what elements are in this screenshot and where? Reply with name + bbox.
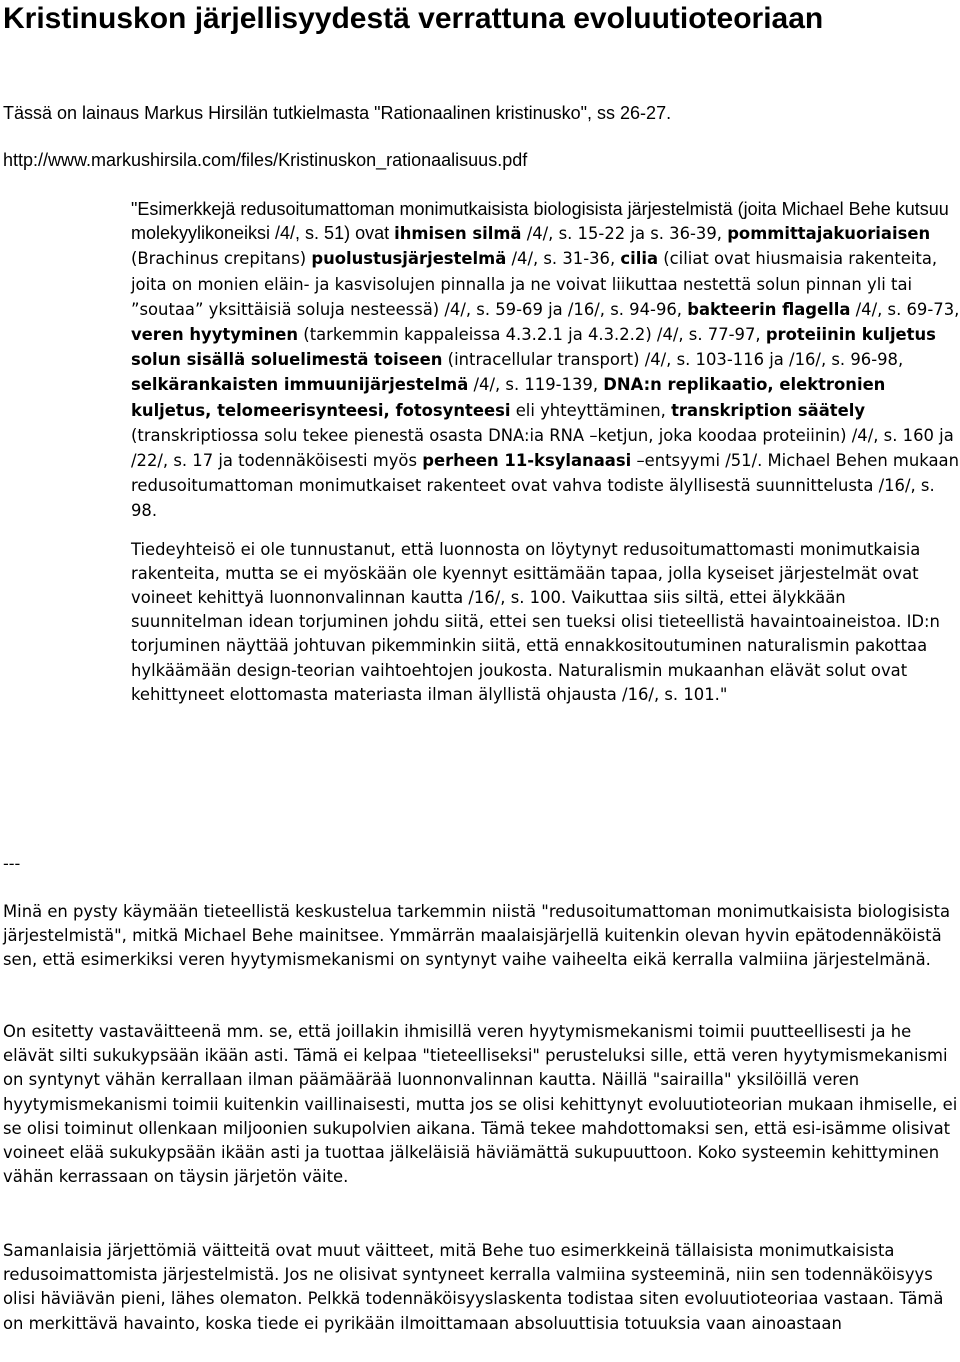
source-link-line: [3, 148, 953, 172]
quote-text: "Esimerkkejä redusoitumattoman monimutkaisista biologisista järjestelmistä (joita Michael Behe kutsuu molekyylikoneiksi /4/, s. 51) ovat: [131, 199, 949, 244]
quote-highlight: pommittajakuoriaisen: [727, 224, 931, 244]
source-link[interactable]: http://www.markushirsila.com/files/Kristinuskon_rationaalisuus.pdf: [3, 150, 528, 170]
quote-text: (tarkemmin kappaleissa 4.3.2.1 ja 4.3.2.2) /4/, s. 77-97,: [298, 325, 766, 345]
quote-text: /4/, s. 69-73,: [850, 299, 960, 319]
quote-highlight: selkärankaisten immuunijärjestelmä: [131, 375, 469, 395]
quote-highlight: cilia: [620, 249, 659, 269]
quote-text: eli yhteyttäminen,: [510, 400, 672, 420]
quote-highlight: DNA:n replikaatio, elektronien kuljetus, telomeerisynteesi, fotosynteesi: [131, 375, 886, 420]
quote-highlight: transkription säätely: [671, 400, 866, 420]
page-title: Kristinuskon järjellisyydestä verrattuna evoluutioteoriaan: [3, 2, 824, 35]
quote-highlight: bakteerin flagella: [687, 299, 851, 319]
quote-text: (ciliat ovat hiusmaisia rakenteita, joita on monien eläin- ja kasvisolujen pinnalla ja ne voivat liikuttaa nestettä solun pinnan yli tai ”soutaa” yksittäisiä soluja nesteessä) /4/, s. 59-69 ja /16/, s. 94-96,: [131, 249, 938, 319]
quote-text: (intracellular transport) /4/, s. 103-116 ja /16/, s. 96-98,: [442, 350, 904, 370]
body-paragraph-1: Minä en pysty käymään tieteellistä keskustelua tarkemmin niistä "redusoitumattoman monimutkaisista biologisista järjestelmistä", mitkä Michael Behe mainitsee. Ymmärrän maalaisjärjellä kuitenkin olevan hyvin epätodennäköistä sen, että esimerkiksi veren hyytymismekanismi on syntynyt vaihe vaiheelta eikä kerralla valmiina järjestelmänä.: [3, 902, 950, 970]
quote-text: /4/, s. 119-139,: [468, 375, 604, 395]
quote-text: (transkriptiossa solu tekee pienestä osasta DNA:ia RNA –ketjun, joka koodaa proteiinin) /4/, s. 160 ja /22/, s. 17 ja todennäköisesti myös: [131, 425, 954, 471]
quote-highlight: veren hyytyminen: [131, 325, 299, 345]
quote-paragraph-1: [131, 197, 960, 524]
quote-text: (Brachinus crepitans): [131, 249, 312, 269]
blockquote: [131, 197, 960, 707]
body-paragraph-3: Samanlaisia järjettömiä väitteitä ovat muut väitteet, mitä Behe tuo esimerkkeinä tällaisista monimutkaisista redusoimattomista järjestelmistä. Jos ne olisivat syntyneet kerralla valmiina systeeminä, niin sen todennäköisyys olisi häviävän pieni, lähes olematon. Pelkkä todennäköisyyslaskenta todistaa siten evoluutioteoriaa vastaan. Tämä on merkittävä havainto, koska tiede ei pyrikään ilmoittamaan absoluuttisia totuuksia vaan ainoastaan: [3, 1241, 944, 1333]
quote-text: /4/, s. 31-36,: [506, 249, 621, 269]
quote-highlight: ihmisen silmä: [394, 224, 522, 244]
quote-paragraph-2: Tiedeyhteisö ei ole tunnustanut, että luonnosta on löytynyt redusoitumattomasti monimutkaisia rakenteita, mutta se ei myöskään ole kyennyt esittämään tapaa, jolla kyseiset järjestelmät ovat voineet kehittyä luonnonvalinnan kautta /16/, s. 100. Vaikuttaa siis siltä, ettei älykkään suunnitelman idean torjuminen johdu siitä, ettei sen tueksi olisi tieteellistä havaintoaineistoa. ID:n torjuminen näyttää johtuvan pikemminkin siitä, että ennakkositoutuminen naturalismin pakottaa hylkäämään design-teorian vaihtoehtojen joukosta. Naturalismin mukaanhan elävät solut ovat kehittyneet elottomasta materiasta ilman älyllistä ohjausta /16/, s. 101.": [131, 539, 940, 704]
quote-highlight: proteiinin kuljetus solun sisällä soluelimestä toiseen: [131, 325, 936, 370]
separator: ---: [3, 854, 21, 873]
quote-highlight: puolustusjärjestelmä: [311, 249, 507, 269]
quote-text: /4/, s. 15-22 ja s. 36-39,: [521, 224, 728, 244]
quote-highlight: perheen 11-ksylanaasi: [422, 451, 632, 471]
quote-text: –entsyymi /51/. Michael Behen mukaan redusoitumattoman monimutkaiset rakenteet ovat vahva todiste älyllisestä suunnittelusta /16/, s. 98.: [131, 451, 959, 521]
intro-text: Tässä on lainaus Markus Hirsilän tutkielmasta "Rationaalinen kristinusko", ss 26-27.: [3, 103, 672, 123]
body-paragraph-2: On esitetty vastaväitteenä mm. se, että joillakin ihmisillä veren hyytymismekanismi toimii puutteellisesti ja he elävät silti sukukypsään ikään asti. Tämä ei kelpaa "tieteelliseksi" perusteluksi sille, että veren hyytymismekanismi on syntynyt vähän kerrallaan ilman päämäärää luonnonvalinnan kautta. Näillä "sairailla" yksilöillä veren hyytymismekanismi toimii kuitenkin vaillinaisesti, mutta jos se olisi kehittynyt evoluutioteorian mukaan ihmiselle, ei se olisi toiminut ollenkaan miljoonien sukupolvien aikana. Tämä tekee mahdottomaksi sen, että esi-isämme olisivat voineet elää sukukypsään ikään asti ja tuottaa jälkeläisiä häviämättä sukupuuttoon. Koko systeemin kehittyminen vähän kerrassaan on täysin järjetön väite.: [3, 1022, 958, 1187]
